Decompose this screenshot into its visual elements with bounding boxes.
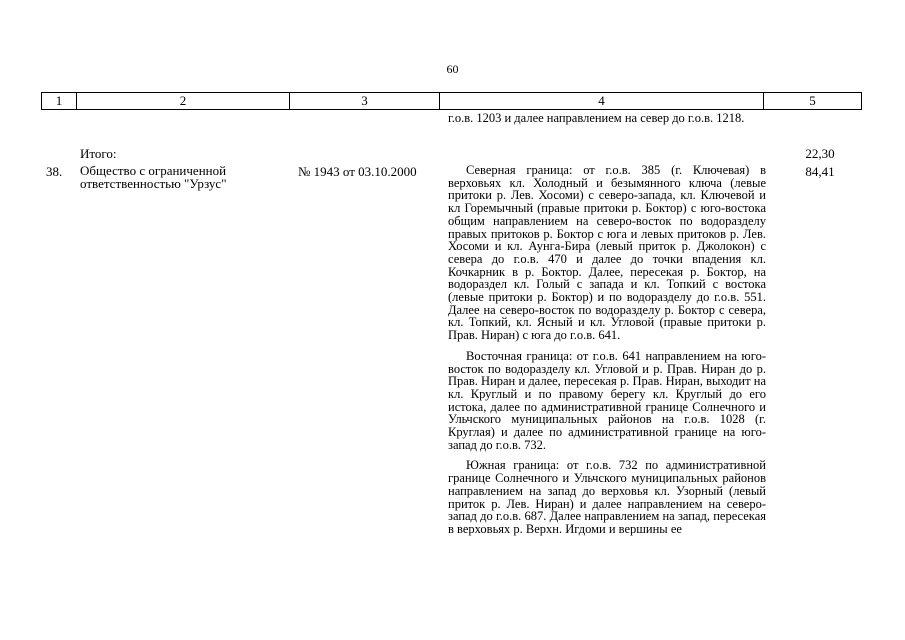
column-header-5: 5: [764, 93, 862, 110]
column-header-table: [41, 92, 862, 110]
column-header-1: 1: [42, 93, 77, 110]
row-area: 84,41: [805, 164, 835, 179]
page-number: 60: [446, 62, 459, 76]
row-organization: Общество с ограниченной ответственностью "Урзус": [80, 163, 227, 191]
row-license: № 1943 от 03.10.2000: [298, 164, 417, 179]
column-header-4: 4: [440, 93, 764, 110]
east-boundary-paragraph: Восточная граница: от г.о.в. 641 направлением на юго-восток по водоразделу кл. Угловой и р. Прав. Ниран до р. Прав. Ниран и далее, пересекая р. Прав. Ниран, выходит на кл. Круглый и по правому берегу кл. Круглый до его истока, далее по административной границе Солнечного и Ульчского муниципальных районов на г.о.в. 1028 (г. Круглая) и далее по административной границе на юго-запад до г.о.в. 732.: [448, 348, 766, 452]
boundary-description: [448, 164, 766, 544]
total-label: Итого:: [80, 146, 117, 161]
row-number: 38.: [46, 164, 63, 179]
south-boundary-paragraph: Южная граница: от г.о.в. 732 по административной границе Солнечного и Ульчского муниципальных районов направлением на запад до верховья кл. Узорный (левый приток р. Лев. Ниран) и далее направлением на северо-запад до г.о.в. 687. Далее направлением на запад, пересекая в верховьях р. Верхн. Игдоми и вершины ее: [448, 458, 766, 536]
continuation-text: г.о.в. 1203 и далее направлением на север до г.о.в. 1218.: [448, 111, 745, 125]
total-value: 22,30: [805, 146, 835, 161]
column-header-3: 3: [290, 93, 440, 110]
column-header-row: [42, 93, 862, 110]
north-boundary-paragraph: Северная граница: от г.о.в. 385 (г. Ключевая) в верховьях кл. Холодный и безымянного ключа (левые притоки р. Лев. Хосоми) с северо-запада, кл. Ключевой и кл Горемычный (правые притоки р. Боктор) с юго-востока общим направлением на северо-восток по водоразделу правых притоков р. Боктор с юга и левых притоков р. Лев. Хосоми и кл. Аунга-Бира (левый приток р. Джолокон) с севера до г.о.в. 470 и далее до точки впадения кл. Кочкарник в р. Боктор. Далее, пересекая р. Боктор, на водораздел кл. Голый с запада и кл. Топкий с востока (левые притоки р. Боктор) и по водоразделу до г.о.в. 551. Далее на северо-восток по водоразделу р. Боктор с севера, кл. Топкий, кл. Ясный и кл. Угловой (правые притоки р. Прав. Ниран) с юга до г.о.в. 641.: [448, 163, 766, 343]
column-header-2: 2: [77, 93, 290, 110]
